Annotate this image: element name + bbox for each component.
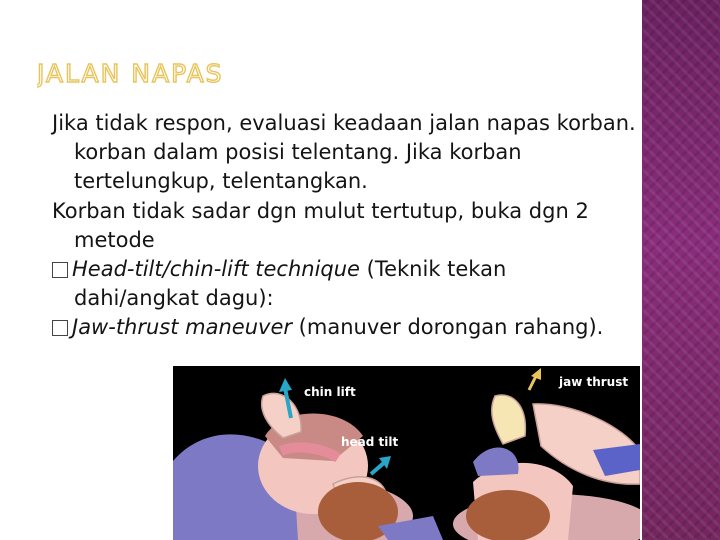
bullet-rest-text: (Teknik tekan dahi/angkat dagu):: [74, 257, 507, 311]
bullet-rest-text: (manuver dorongan rahang).: [292, 315, 604, 340]
checkbox-bullet-icon: [52, 262, 68, 278]
svg-text:JALAN NAPAS: JALAN NAPAS: [37, 59, 224, 88]
bullet-item-head-tilt: [52, 255, 637, 313]
slide-title: [37, 56, 337, 96]
label-jaw-thrust: jaw thrust: [559, 375, 629, 389]
label-chin-lift: chin lift: [304, 385, 356, 399]
paragraph-tidak-sadar: Korban tidak sadar dgn mulut tertutup, buka dgn 2 metode: [52, 198, 589, 252]
slide-body: [52, 109, 637, 343]
bullet-item-jaw-thrust: [52, 313, 637, 342]
airway-illustration: [173, 366, 640, 540]
checkbox-bullet-icon: [52, 320, 68, 336]
label-head-tilt: head tilt: [341, 435, 399, 449]
paragraph-respon: Jika tidak respon, evaluasi keadaan jalan napas korban. korban dalam posisi telentang. Jika korban tertelungkup, telentangkan.: [52, 111, 636, 194]
bullet-italic-text: Jaw-thrust maneuver: [72, 315, 292, 340]
decorative-side-band: [642, 0, 720, 540]
bullet-italic-text: Head-tilt/chin-lift technique: [72, 257, 360, 282]
